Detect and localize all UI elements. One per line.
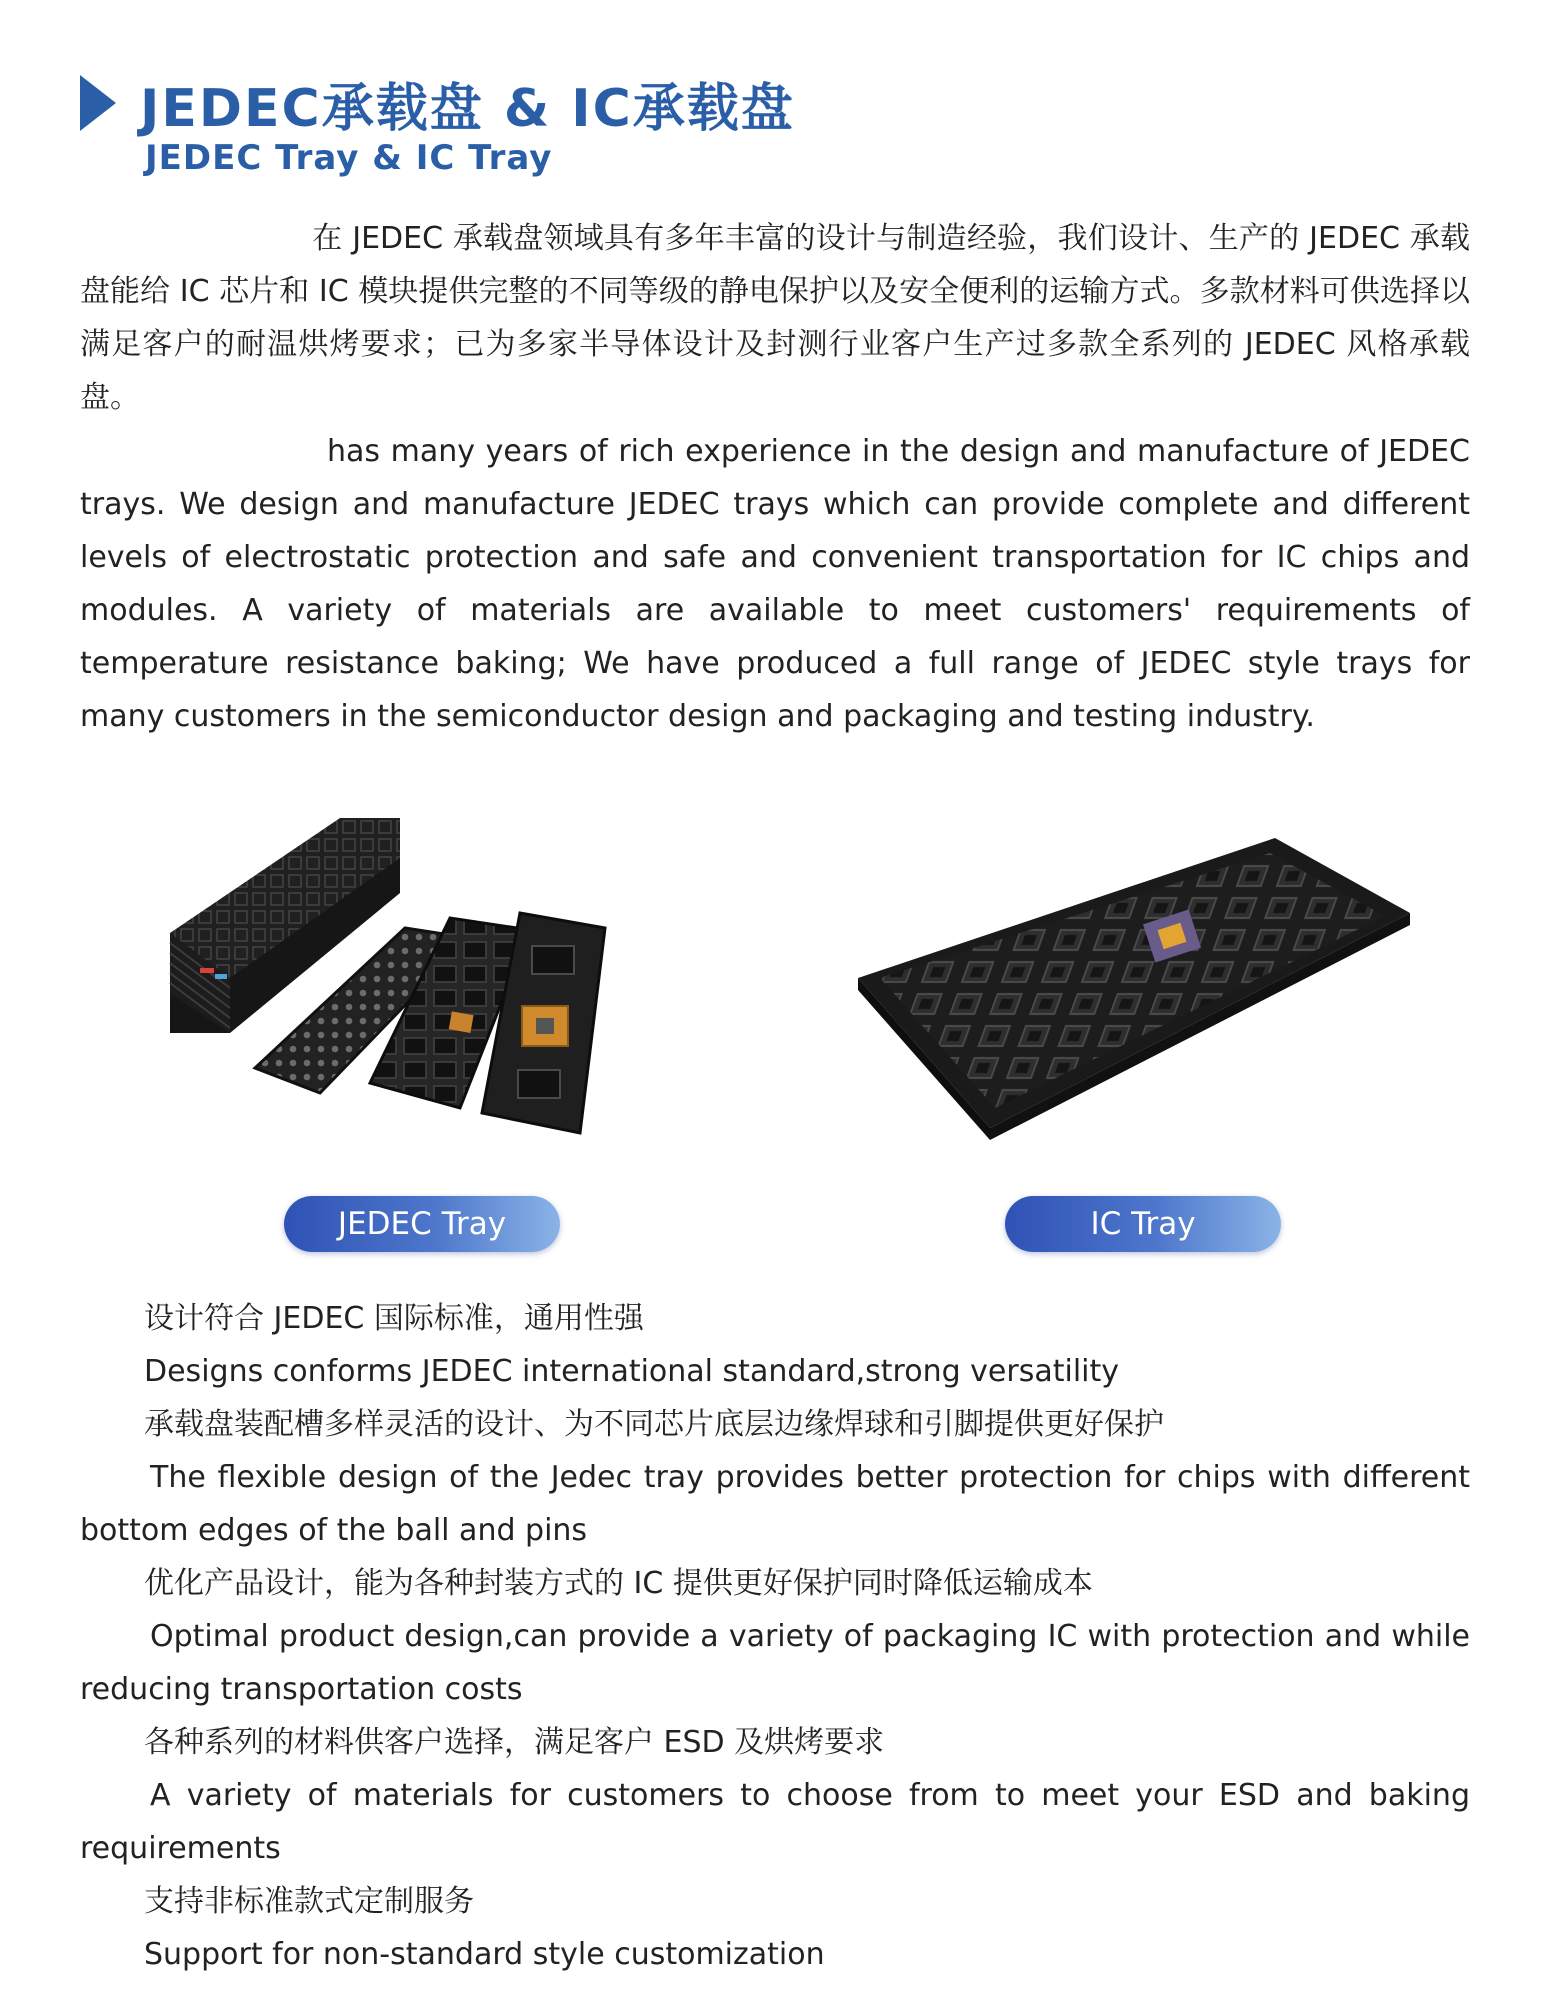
intro-text-en: has many years of rich experience in the design and manufacture of JEDEC trays. We design and manufacture JEDEC trays which can provide complete and different levels of electrostatic protection and safe and convenient transportation for IC chips and modules. A variety of materials are available to meet customers' requirements of temperature resistance baking; We have produced a full range of JEDEC style trays for many customers in the semiconductor design and packaging and testing industry. (80, 434, 1470, 734)
feature-en: Optimal product design,can provide a variety of packaging IC with protection and while reducing transportation costs (80, 1619, 1470, 1707)
feature-en: Support for non-standard style customization (144, 1937, 825, 1972)
feature-cn: 承载盘装配槽多样灵活的设计、为不同芯片底层边缘焊球和引脚提供更好保护 (144, 1407, 1164, 1442)
page-title: JEDEC承载盘 & IC承载盘 (140, 78, 795, 139)
feature-en: The flexible design of the Jedec tray provides better protection for chips with different bottom edges of the ball and pins (80, 1460, 1470, 1548)
feature-cn: 支持非标准款式定制服务 (144, 1884, 474, 1919)
ic-tray-label: IC Tray (1005, 1196, 1281, 1252)
feature-cn: 设计符合 JEDEC 国际标准，通用性强 (144, 1301, 644, 1336)
feature-cn: 各种系列的材料供客户选择，满足客户 ESD 及烘烤要求 (144, 1725, 885, 1760)
intro-text-cn: 在 JEDEC 承载盘领域具有多年丰富的设计与制造经验，我们设计、生产的 JEDEC 承载盘能给 IC 芯片和 IC 模块提供完整的不同等级的静电保护以及安全便利的运输方式。多款材料可供选择以满足客户的耐温烘烤要求；已为多家半导体设计及封测行业客户生产过多款全系列的 JEDEC 风格承载盘。 (80, 221, 1470, 415)
feature-en: Designs conforms JEDEC international standard,strong versatility (144, 1354, 1120, 1389)
intro-paragraph-cn (80, 212, 1470, 424)
feature-cn: 优化产品设计，能为各种封装方式的 IC 提供更好保护同时降低运输成本 (144, 1566, 1093, 1601)
page-header (80, 68, 795, 138)
feature-en: A variety of materials for customers to choose from to meet your ESD and baking requirements (80, 1778, 1470, 1866)
jedec-tray-illustration (160, 818, 720, 1138)
page-subtitle: JEDEC Tray & IC Tray (145, 138, 553, 178)
feature-list (80, 1292, 1470, 1981)
triangle-bullet-icon (80, 75, 116, 131)
intro-paragraph-en (80, 425, 1470, 743)
ic-tray-image (850, 828, 1410, 1148)
ic-tray-illustration (850, 828, 1410, 1148)
jedec-tray-label: JEDEC Tray (284, 1196, 560, 1252)
jedec-tray-image (160, 818, 720, 1138)
